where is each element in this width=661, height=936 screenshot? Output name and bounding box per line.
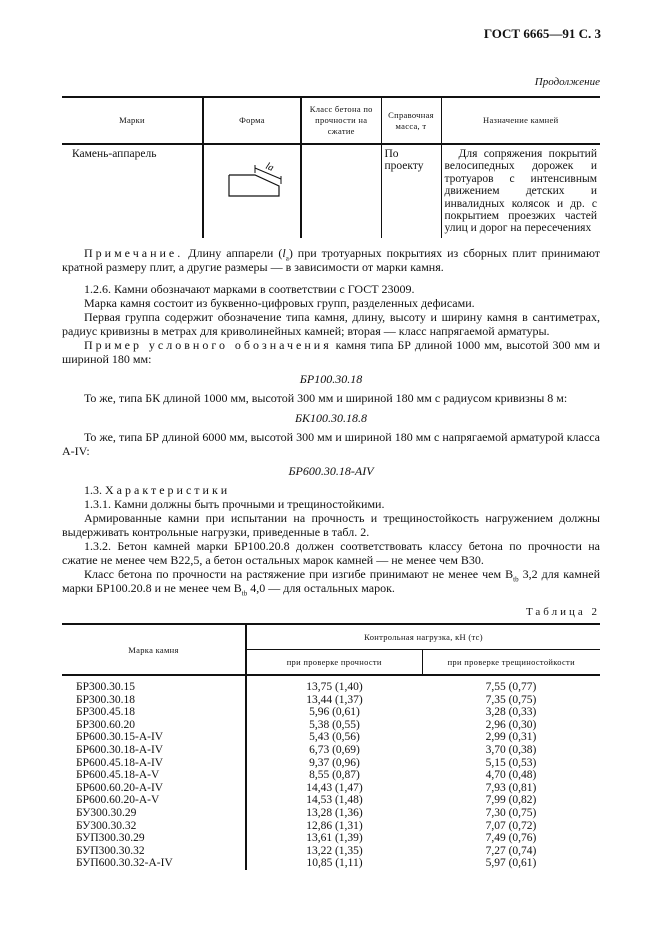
strength-load-cell: 5,43 (0,56) [309, 731, 360, 744]
table-row [62, 675, 600, 694]
crack-load-cell: 7,27 (0,74) [485, 844, 537, 857]
strength-load-cell: 13,61 (1,39) [306, 832, 363, 845]
crack-load-cell: 7,35 (0,75) [485, 693, 537, 706]
continuation-label: Продолжение [534, 76, 600, 88]
page-header: ГОСТ 6665—91 С. 3 [483, 26, 601, 41]
strength-load-cell: 6,73 (0,69) [309, 743, 360, 756]
note: Примечание. Длину аппарели $(l_a)$ при тротуарных покрытиях из сборных плит принимают кратной размеру плит, а другие размеры — в зависимости от марки камня. [62, 246, 601, 274]
col-purpose: Назначение камней [441, 97, 600, 144]
stone-mark-cell: БР600.30.18-А-IV [62, 744, 246, 757]
table-row [62, 731, 600, 744]
strength-load-cell: 13,44 (1,37) [306, 693, 363, 706]
crack-load-cell: 7,93 (0,81) [485, 781, 537, 794]
stone-mark-cell: БР300.60.20 [62, 719, 246, 732]
table-row [62, 706, 600, 719]
table-row [62, 782, 600, 795]
stone-mark-cell: БУ300.30.32 [62, 820, 246, 833]
crack-load-cell: 7,30 (0,75) [485, 806, 537, 819]
col-strength: при проверке прочности [246, 650, 422, 676]
crack-load-cell: 5,15 (0,53) [485, 756, 537, 769]
strength-load-cell: 14,53 (1,48) [306, 794, 363, 807]
col-stone-mark: Марка камня [62, 624, 246, 675]
section-1-2-6: 1.2.6. Камни обозначают марками в соответствии с ГОСТ 23009. Марка камня состоит из буквенно-цифровых групп, разделенных дефисами. Первая группа содержит обозначение типа камня, длину, высоту и ширину камня в сантиметрах, радиус кривизны в метрах для криволинейных камней; вторая — класс напрягаемой арматуры. Пример условного обозначения камня типа БР длиной 1000 мм, высотой 300 мм и шириной 180 мм: БР100.30.18 То же, типа БК длиной 1000 мм, высотой 300 мм и шириной 180 мм с радиусом кривизны 8 м: БК100.30.18.8 То же, типа БР длиной 6000 мм, высотой 300 мм и шириной 180 мм с напрягаемой арматурой класса А-IV: БР600.30.18-АIV 1.3. Характеристики 1.3.1. Камни должны быть прочными и трещиностойкими. Армированные камни при испытании на прочность и трещиностойкость нагружением должны выдерживать контрольные нагрузки, приведенные в табл. 2. 1.3.2. Бетон камней марки БР100.20.8 должен соответствовать классу бетона по прочности на сжатие не менее чем В22,5, а бетон остальных марок камней — не менее чем В30. Класс бетона по прочности на растяжение при изгибе принимают не менее чем $B_{tb}$ 3,2 для камней марки БР100.20.8 и не менее чем $B_{tb}$ 4,0 — для остальных марок. [62, 282, 600, 598]
stone-mark-cell: БР600.60.20-А-IV [62, 782, 246, 795]
mass-cell: По проекту [381, 144, 441, 238]
strength-load-cell: 10,85 (1,11) [306, 857, 363, 870]
table-2-caption: Таблица 2 [525, 606, 600, 618]
stone-mark-cell: БУП300.30.29 [62, 832, 246, 845]
strength-load-cell: 13,22 (1,35) [306, 844, 363, 857]
strength-load-cell: 5,96 (0,61) [309, 706, 360, 719]
table-row [62, 807, 600, 820]
strength-load-cell: 13,28 (1,36) [306, 806, 363, 819]
table-row [62, 794, 600, 807]
col-control-load: Контрольная нагрузка, кН (тс) [246, 624, 600, 650]
document-body [62, 0, 600, 900]
crack-load-cell: 7,49 (0,76) [485, 832, 537, 845]
col-marks: Марки [62, 97, 203, 144]
stone-mark-cell: БР300.30.18 [62, 694, 246, 707]
crack-load-cell: 2,99 (0,31) [485, 731, 537, 744]
col-crack-resistance: при проверке трещиностойкости [422, 650, 600, 676]
table-row [62, 857, 600, 870]
col-shape: Форма [203, 97, 301, 144]
code-example-3: БР600.30.18-АIV [288, 464, 374, 478]
crack-load-cell: 7,55 (0,77) [485, 681, 537, 693]
crack-load-cell: 5,97 (0,61) [485, 857, 537, 870]
stone-mark-cell: БУП600.30.32-А-IV [62, 857, 246, 870]
stone-mark-cell: БР600.30.15-А-IV [62, 731, 246, 744]
table-row [62, 757, 600, 770]
table-row [62, 845, 600, 858]
crack-load-cell: 7,99 (0,82) [485, 794, 537, 807]
shape-dimension-label: la [263, 160, 276, 174]
stone-mark-cell: БУП300.30.32 [62, 845, 246, 858]
strength-load-cell: 9,37 (0,96) [309, 756, 360, 769]
purpose-cell: Для сопряжения покрытий велосипедных дорожек и тротуаров с интенсивным движением детских и инвалидных колясок и др. с покрытием проезжих частей улиц и дорог на пересечениях [441, 144, 600, 238]
strength-load-cell: 12,86 (1,31) [306, 819, 363, 832]
crack-load-cell: 3,70 (0,38) [485, 743, 537, 756]
stone-mark-cell: БР600.60.20-А-V [62, 794, 246, 807]
strength-load-cell: 8,55 (0,87) [309, 769, 360, 782]
crack-load-cell: 2,96 (0,30) [485, 718, 537, 731]
table-row [62, 832, 600, 845]
code-example-1: БР100.30.18 [299, 372, 363, 386]
crack-load-cell: 7,07 (0,72) [485, 819, 537, 832]
strength-load-cell: 14,43 (1,47) [306, 781, 363, 794]
crack-load-cell: 4,70 (0,48) [485, 769, 537, 782]
col-mass: Справочная масса, т [381, 97, 441, 144]
table-row [62, 719, 600, 732]
crack-load-cell: 3,28 (0,33) [485, 706, 537, 719]
table-row [62, 744, 600, 757]
stone-mark-cell: БУ300.30.29 [62, 807, 246, 820]
code-example-2: БК100.30.18.8 [294, 411, 368, 425]
mark-cell: Камень-аппарель [72, 148, 157, 160]
table-row [62, 769, 600, 782]
table-row [62, 694, 600, 707]
stone-mark-cell: БР300.30.15 [62, 675, 246, 694]
section-1-3-title: 1.3. Характеристики [84, 483, 231, 497]
stone-mark-cell: БР600.45.18-А-V [62, 769, 246, 782]
strength-load-cell: 5,38 (0,55) [309, 718, 360, 731]
control-load-table [62, 623, 600, 870]
strength-load-cell: 13,75 (1,40) [306, 681, 363, 693]
stone-mark-cell: БР600.45.18-А-IV [62, 757, 246, 770]
stone-mark-cell: БР300.45.18 [62, 706, 246, 719]
col-concrete-class: Класс бетона по прочности на сжатие [301, 97, 381, 144]
table-row [62, 820, 600, 833]
